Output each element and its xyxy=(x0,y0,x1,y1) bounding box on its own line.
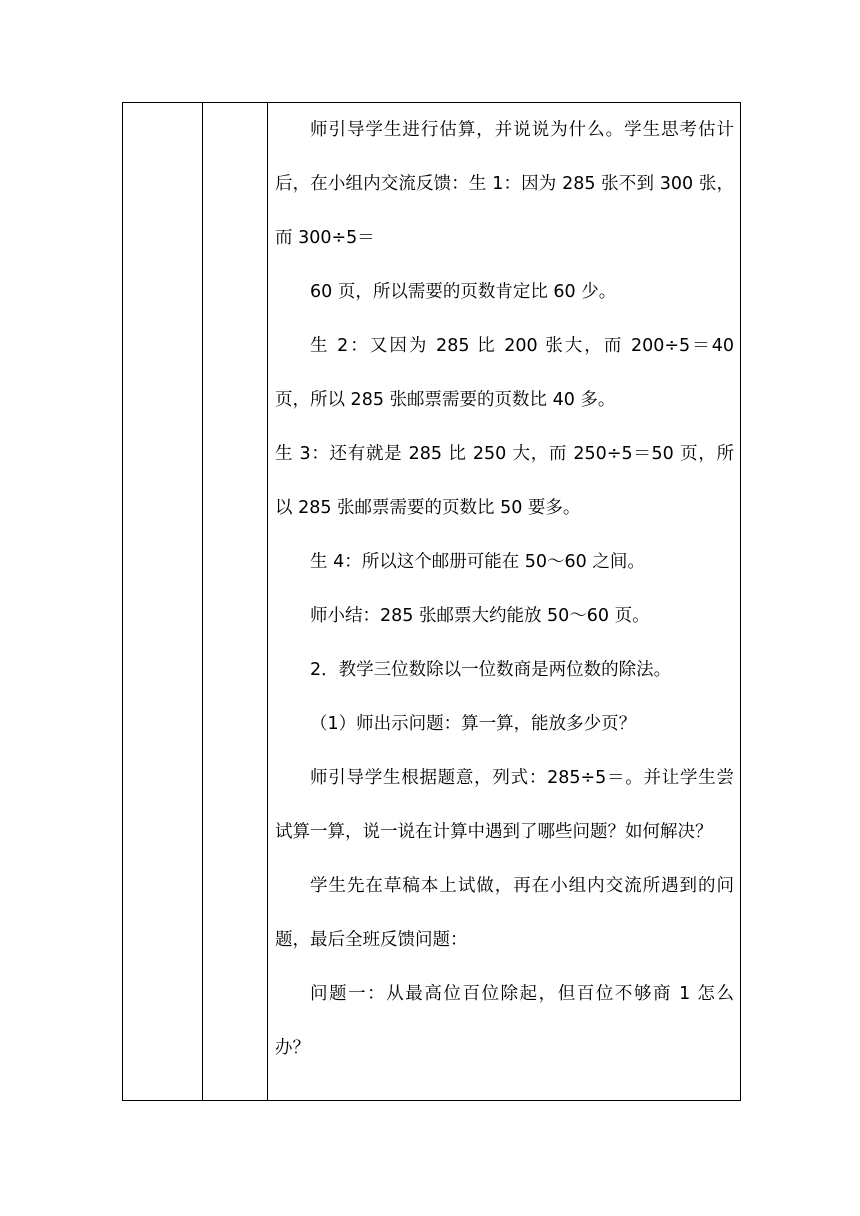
lesson-plan-table xyxy=(122,102,741,1101)
paragraph-estimation-intro: 师引导学生进行估算，并说说为什么。学生思考估计后，在小组内交流反馈：生 1：因为 285 张不到 300 张，而 300÷5＝ xyxy=(275,120,734,248)
paragraph-less-than-60: 60 页，所以需要的页数肯定比 60 少。 xyxy=(310,282,617,302)
paragraph-question-1: （1）师出示问题：算一算，能放多少页？ xyxy=(310,714,637,734)
paragraph-student-2: 生 2：又因为 285 比 200 张大，而 200÷5＝40 页，所以 285 张邮票需要的页数比 40 多。 xyxy=(275,336,734,410)
paragraph-teacher-summary: 师小结：285 张邮票大约能放 50～60 页。 xyxy=(310,606,650,626)
table-column-divider xyxy=(202,103,203,1100)
lesson-content-cell xyxy=(268,103,740,1100)
paragraph-group-work: 学生先在草稿本上试做，再在小组内交流所遇到的问题，最后全班反馈问题： xyxy=(275,876,734,950)
paragraph-student-4: 生 4：所以这个邮册可能在 50～60 之间。 xyxy=(310,552,645,572)
paragraph-section-2-heading: 2．教学三位数除以一位数商是两位数的除法。 xyxy=(310,660,672,680)
paragraph-problem-1: 问题一：从最高位百位除起，但百位不够商 1 怎么办？ xyxy=(275,984,734,1058)
paragraph-formula: 师引导学生根据题意，列式：285÷5＝。并让学生尝试算一算，说一说在计算中遇到了哪些问题？如何解决？ xyxy=(275,768,734,842)
paragraph-student-3: 生 3：还有就是 285 比 250 大，而 250÷5＝50 页，所以 285 张邮票需要的页数比 50 要多。 xyxy=(275,444,734,518)
